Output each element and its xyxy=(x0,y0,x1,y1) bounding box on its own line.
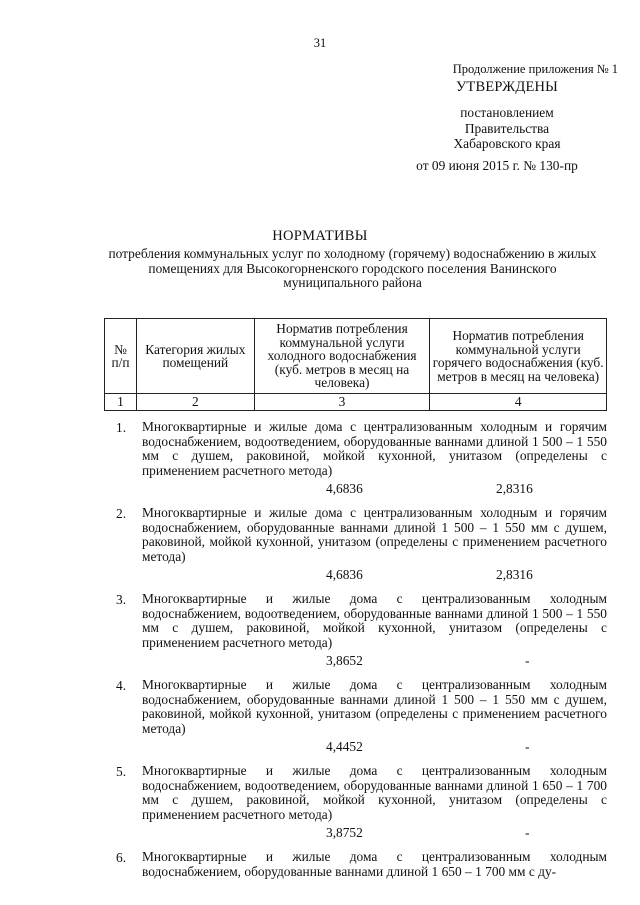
item-values xyxy=(104,567,607,585)
item-number: 4. xyxy=(116,678,127,693)
list-item xyxy=(104,764,607,843)
list-item xyxy=(104,850,607,879)
item-number: 3. xyxy=(116,592,127,607)
document-subtitle: потребления коммунальных услуг по холодному (горячему) водоснабжению в жилых помещениях для Высокогорненского городского поселения Ванинского муниципального района xyxy=(108,246,597,290)
column-number: 3 xyxy=(254,394,430,411)
col-header-hot-water: Норматив потребления коммунальной услуги горячего водоснабжения (куб. метров в месяц на человека) xyxy=(430,319,607,394)
item-values xyxy=(104,653,607,671)
norms-table xyxy=(104,318,607,411)
col-header-number: № п/п xyxy=(105,319,137,394)
list-item xyxy=(104,420,607,499)
item-text: Многоквартирные и жилые дома с централизованным холодным и горячим водоснабжением, оборудованные ваннами длиной 1 500 – 1 550 мм с душем, раковиной, мойкой кухонной, унитазом (определены с применением расчетного метода) xyxy=(142,505,607,564)
document-title: НОРМАТИВЫ xyxy=(272,228,368,244)
item-number: 5. xyxy=(116,764,127,779)
column-number: 2 xyxy=(136,394,254,411)
column-number-row xyxy=(105,394,607,411)
approval-line: постановлением xyxy=(460,105,554,120)
appendix-continuation: Продолжение приложения № 1 xyxy=(452,62,618,76)
list-item xyxy=(104,506,607,585)
item-text: Многоквартирные и жилые дома с централизованным холодным водоснабжением, оборудованные ваннами длиной 1 500 – 1 550 мм с душем, раковиной, мойкой кухонной, унитазом (определены с применением расчетного метода) xyxy=(142,677,607,736)
list-item xyxy=(104,678,607,757)
col-header-cold-water: Норматив потребления коммунальной услуги холодного водоснабжения (куб. метров в месяц на человека) xyxy=(254,319,430,394)
cold-water-value: 4,4452 xyxy=(326,739,363,754)
hot-water-value: 2,8316 xyxy=(496,481,533,496)
item-text: Многоквартирные и жилые дома с централизованным холодным и горячим водоснабжением, водоотведением, оборудованные ваннами длиной 1 500 – 1 550 мм с душем, раковиной, мойкой кухонной, унитазом (определены с применением расчетного метода) xyxy=(142,419,607,478)
cold-water-value: 4,6836 xyxy=(326,481,363,496)
page-number: 31 xyxy=(313,36,327,50)
approval-block xyxy=(396,62,618,173)
item-values xyxy=(104,481,607,499)
item-number: 2. xyxy=(116,506,127,521)
item-values xyxy=(104,825,607,843)
cold-water-value: 3,8752 xyxy=(326,825,363,840)
approval-date: от 09 июня 2015 г. № 130-пр xyxy=(416,157,578,173)
item-number: 6. xyxy=(116,850,127,865)
column-number: 4 xyxy=(430,394,607,411)
table-header-row xyxy=(105,319,607,394)
hot-water-value: 2,8316 xyxy=(496,567,533,582)
item-text: Многоквартирные и жилые дома с централизованным холодным водоснабжением, водоотведением, оборудованные ваннами длиной 1 650 – 1 700 мм с душем, раковиной, мойкой кухонной, унитазом (определены с применением расчетного метода) xyxy=(142,763,607,822)
hot-water-value: - xyxy=(525,653,530,668)
item-text: Многоквартирные и жилые дома с централизованным холодным водоснабжением, оборудованные ваннами длиной 1 650 – 1 700 мм с ду- xyxy=(142,849,607,879)
items-list xyxy=(104,420,607,886)
approval-line: Правительства xyxy=(464,120,550,136)
cold-water-value: 4,6836 xyxy=(326,567,363,582)
item-values xyxy=(104,739,607,757)
hot-water-value: - xyxy=(525,739,530,754)
item-number: 1. xyxy=(116,420,127,435)
list-item xyxy=(104,592,607,671)
cold-water-value: 3,8652 xyxy=(326,653,363,668)
approval-line: Хабаровского края xyxy=(453,136,561,151)
column-number: 1 xyxy=(105,394,137,411)
item-text: Многоквартирные и жилые дома с централизованным холодным водоснабжением, водоотведением, оборудованные ваннами длиной 1 500 – 1 550 мм с душем, раковиной, мойкой кухонной, унитазом (определены с применением расчетного метода) xyxy=(142,591,607,650)
approved-heading: УТВЕРЖДЕНЫ xyxy=(455,78,559,95)
hot-water-value: - xyxy=(525,825,530,840)
col-header-category: Категория жилых помещений xyxy=(136,319,254,394)
